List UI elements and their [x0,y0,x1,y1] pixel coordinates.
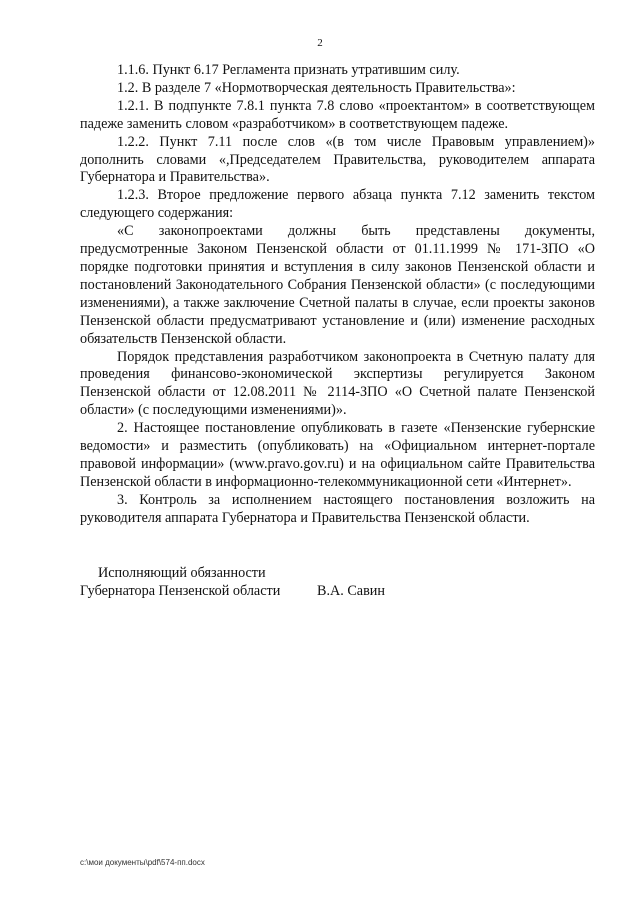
signatory-title-line-1: Исполняющий обязанности [98,565,266,581]
paragraph-1-2-1: 1.2.1. В подпункте 7.8.1 пункта 7.8 слово «проектантом» в соответствующем падеже заменить словом «разработчиком» в соответствующем падеже. [80,97,595,132]
footer-file-path: c:\мои документы\pdf\574-пп.docx [80,858,205,867]
paragraph-1-1-6: 1.1.6. Пункт 6.17 Регламента признать утратившим силу. [117,62,460,78]
paragraph-1-2: 1.2. В разделе 7 «Нормотворческая деятельность Правительства»: [117,79,516,96]
signatory-title-line-2: Губернатора Пензенской области [80,582,281,599]
signatory-name: В.А. Савин [317,582,385,599]
signatory-title-row [80,583,560,601]
paragraph-3: 3. Контроль за исполнением настоящего постановления возложить на руководителя аппарата Губернатора и Правительства Пензенской области. [80,491,595,526]
paragraph-2: 2. Настоящее постановление опубликовать в газете «Пензенские губернские ведомости» и разместить (опубликовать) на «Официальном интернет-портале правовой информации» (www.pravo.gov.ru) и на официальном сайте Правительства Пензенской области в информационно-телекоммуникационной сети «Интернет». [80,420,595,490]
quoted-paragraph-1: «С законопроектами должны быть представлены документы, предусмотренные Законом Пензенской области от 01.11.1999 № 171-ЗПО «О порядке подготовки принятия и вступления в силу законов Пензенской области и постановлений Законодательного Собрания Пензенской области» (с последующими изменениями), а также заключение Счетной палаты в случае, если проекты законов Пензенской области предусматривают установление и (или) изменение расходных обязательств Пензенской области. [80,223,595,347]
page-number: 2 [317,37,323,49]
signature-block [80,565,560,601]
quoted-paragraph-2: Порядок представления разработчиком законопроекта в Счетную палату для проведения финансово-экономической экспертизы регулируется Законом Пензенской области от 12.08.2011 № 2114-ЗПО «О Счетной палате Пензенской области» (с последующими изменениями)». [80,348,595,419]
document-body [80,62,595,528]
paragraph-1-2-3: 1.2.3. Второе предложение первого абзаца пункта 7.12 заменить текстом следующего содержания: [80,187,595,222]
paragraph-1-2-2: 1.2.2. Пункт 7.11 после слов «(в том числе Правовым управлением)» дополнить словами «,Председателем Правительства, руководителем аппарата Губернатора и Правительства». [80,133,595,186]
